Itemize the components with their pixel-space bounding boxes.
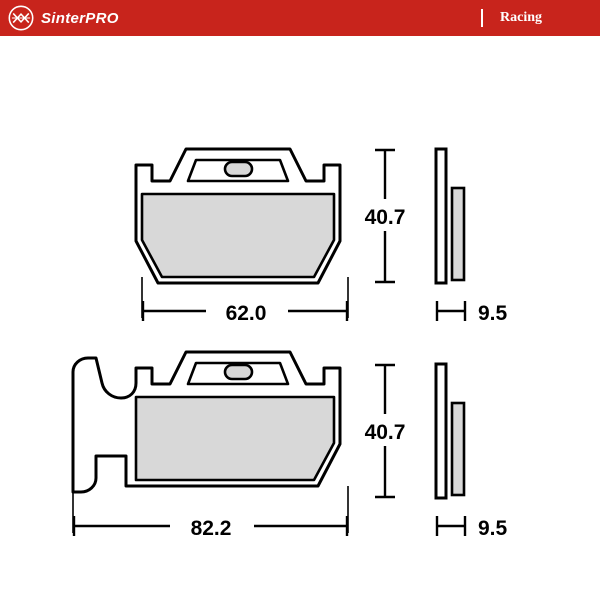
lower-pad-mounting-hole (225, 365, 252, 379)
header-divider (481, 9, 483, 27)
lower-pad-height-value: 40.7 (364, 421, 406, 444)
lower-pad-friction-surface (136, 397, 334, 480)
lower-pad-width-dimension (73, 486, 348, 542)
lower-pad-thickness-value: 9.5 (478, 517, 508, 540)
upper-pad-side-view (436, 149, 464, 283)
lower-pad-side-friction (452, 403, 464, 495)
upper-pad-side-friction (452, 188, 464, 280)
upper-pad-height-dimension (354, 149, 416, 283)
lower-pad-thickness-dimension (436, 516, 508, 540)
drawing-canvas (0, 36, 600, 600)
technical-drawing (0, 36, 600, 600)
upper-pad-mounting-hole (225, 162, 252, 176)
header-category (500, 0, 542, 36)
upper-brake-pad (136, 149, 340, 283)
header-bar (0, 0, 600, 36)
lower-pad-side-backplate (436, 364, 446, 498)
lower-pad-width-value: 82.2 (190, 517, 232, 540)
lower-brake-pad (73, 352, 340, 492)
upper-pad-side-backplate (436, 149, 446, 283)
upper-pad-height-value: 40.7 (364, 206, 406, 229)
lower-pad-side-view (436, 364, 464, 498)
upper-pad-width-value: 62.0 (225, 302, 267, 325)
lower-pad-height-dimension (354, 364, 416, 498)
upper-pad-thickness-dimension (436, 301, 508, 325)
sinter-logo-icon (8, 5, 34, 31)
brand-name: SinterPRO (41, 9, 119, 27)
upper-pad-thickness-value: 9.5 (478, 302, 508, 325)
upper-pad-friction-surface (142, 194, 334, 277)
header-category-label: Racing (500, 10, 542, 25)
